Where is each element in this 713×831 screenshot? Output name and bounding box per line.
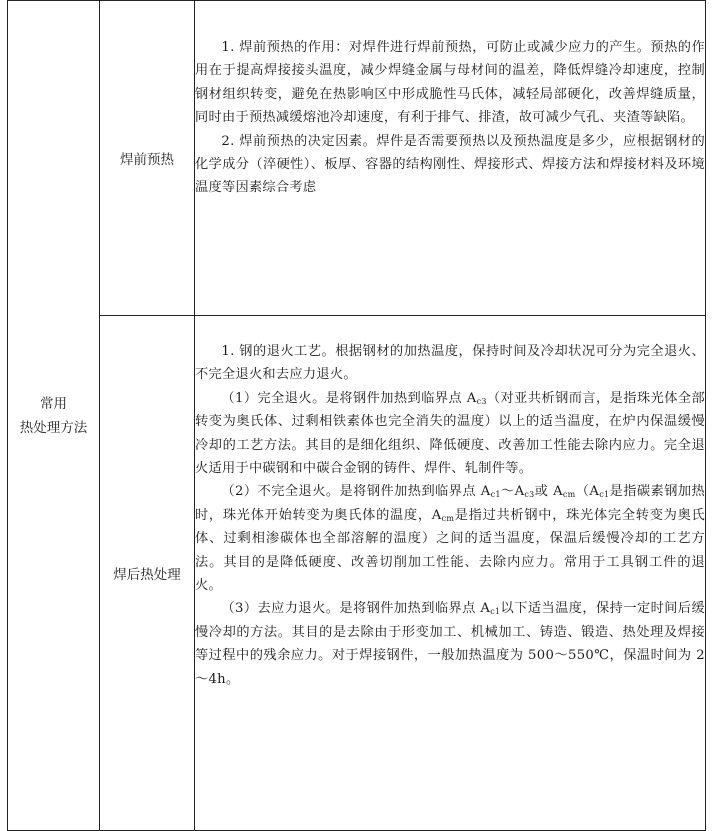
- stress-relief-paragraph: [195, 597, 705, 691]
- full-annealing-text-a: （1）完全退火。是将钢件加热到临界点 A: [221, 390, 477, 406]
- category-label-line1: 常用: [40, 395, 67, 412]
- incomplete-annealing-text-c: 或 A: [534, 484, 563, 500]
- incomplete-annealing-sub-1: c1: [490, 490, 501, 500]
- table-row-preheat: [8, 1, 706, 316]
- incomplete-annealing-text-e: 是指碳素钢加热时，珠光体开始转变为奥氏体的温度，A: [195, 484, 706, 523]
- incomplete-annealing-sub-2: c3: [524, 490, 535, 500]
- incomplete-annealing-text-f: 是指过共析钢中，珠光体完全转变为奥氏体、过剩相渗碳体也全部溶解的温度）之间的适当温度，保温后缓慢冷却的工艺方法。其目的是降低硬度、改善切削加工性能、去除内应力。常用于工具钢工件的退火。: [195, 507, 705, 594]
- incomplete-annealing-sub-5: cm: [441, 513, 455, 523]
- incomplete-annealing-sub-4: c1: [599, 490, 610, 500]
- stress-relief-text-a: （3）去应力退火。是将钢件加热到临界点 A: [221, 601, 491, 617]
- incomplete-annealing-text-d: （A: [575, 484, 600, 500]
- postweld-label-cell: [100, 316, 195, 831]
- preheat-content-cell: [195, 1, 706, 316]
- category-label-line2: 热处理方法: [19, 419, 88, 436]
- incomplete-annealing-sub-3: cm: [562, 490, 576, 500]
- incomplete-annealing-text-a: （2）不完全退火。是将钢件加热到临界点 A: [221, 484, 491, 500]
- category-cell: [8, 1, 100, 831]
- full-annealing-sub-1: c3: [476, 396, 487, 406]
- preheat-label-cell: [100, 1, 195, 316]
- full-annealing-text-b: （对亚共析钢而言，是指珠光体全部转变为奥氏体、过剩相铁素体也完全消失的温度）以上的适当温度，在炉内保温缓慢冷却的工艺方法。其目的是细化组织、降低硬度、改善加工性能去除内应力。完全退火适用于中碳钢和中碳合金钢的铸件、焊件、轧制件等。: [195, 390, 705, 477]
- full-annealing-paragraph: [195, 387, 705, 481]
- table-row-postweld: [8, 316, 706, 831]
- heat-treatment-table: [7, 0, 706, 831]
- incomplete-annealing-paragraph: [195, 480, 705, 597]
- preheat-paragraph-1: 1. 焊前预热的作用：对焊件进行焊前预热，可防止或减少应力的产生。预热的作用在于提高焊接接头温度，减少焊缝金属与母材间的温差，降低焊缝冷却速度，控制钢材组织转变，避免在热影响区中形成脆性马氏体，减轻局部硬化，改善焊缝质量，同时由于预热减缓熔池冷却速度，有利于排气、排渣，故可减少气孔、夹渣等缺陷。: [195, 40, 705, 126]
- incomplete-annealing-text-b: ～A: [500, 484, 525, 500]
- stress-relief-text-b: 以下适当温度，保持一定时间后缓慢冷却的方法。其目的是去除由于形变加工、机械加工、铸造、锻造、热处理及焊接等过程中的残余应力。对于焊接钢件，一般加热温度为 500～550℃，保温时间为 2～4h。: [195, 601, 706, 687]
- preheat-paragraph-2: 2. 焊前预热的决定因素。焊件是否需要预热以及预热温度是多少，应根据钢材的化学成分（淬硬性）、板厚、容器的结构刚性、焊接形式、焊接方法和焊接材料及环境温度等因素综合考虑: [195, 133, 705, 196]
- postweld-label: 焊后热处理: [113, 567, 181, 583]
- postweld-content-cell: [195, 316, 706, 831]
- stress-relief-sub-1: c1: [490, 607, 501, 617]
- preheat-label: 焊前预热: [120, 152, 174, 168]
- annealing-intro-paragraph: 1. 钢的退火工艺。根据钢材的加热温度，保持时间及冷却状况可分为完全退火、不完全退火和去应力退火。: [195, 344, 705, 383]
